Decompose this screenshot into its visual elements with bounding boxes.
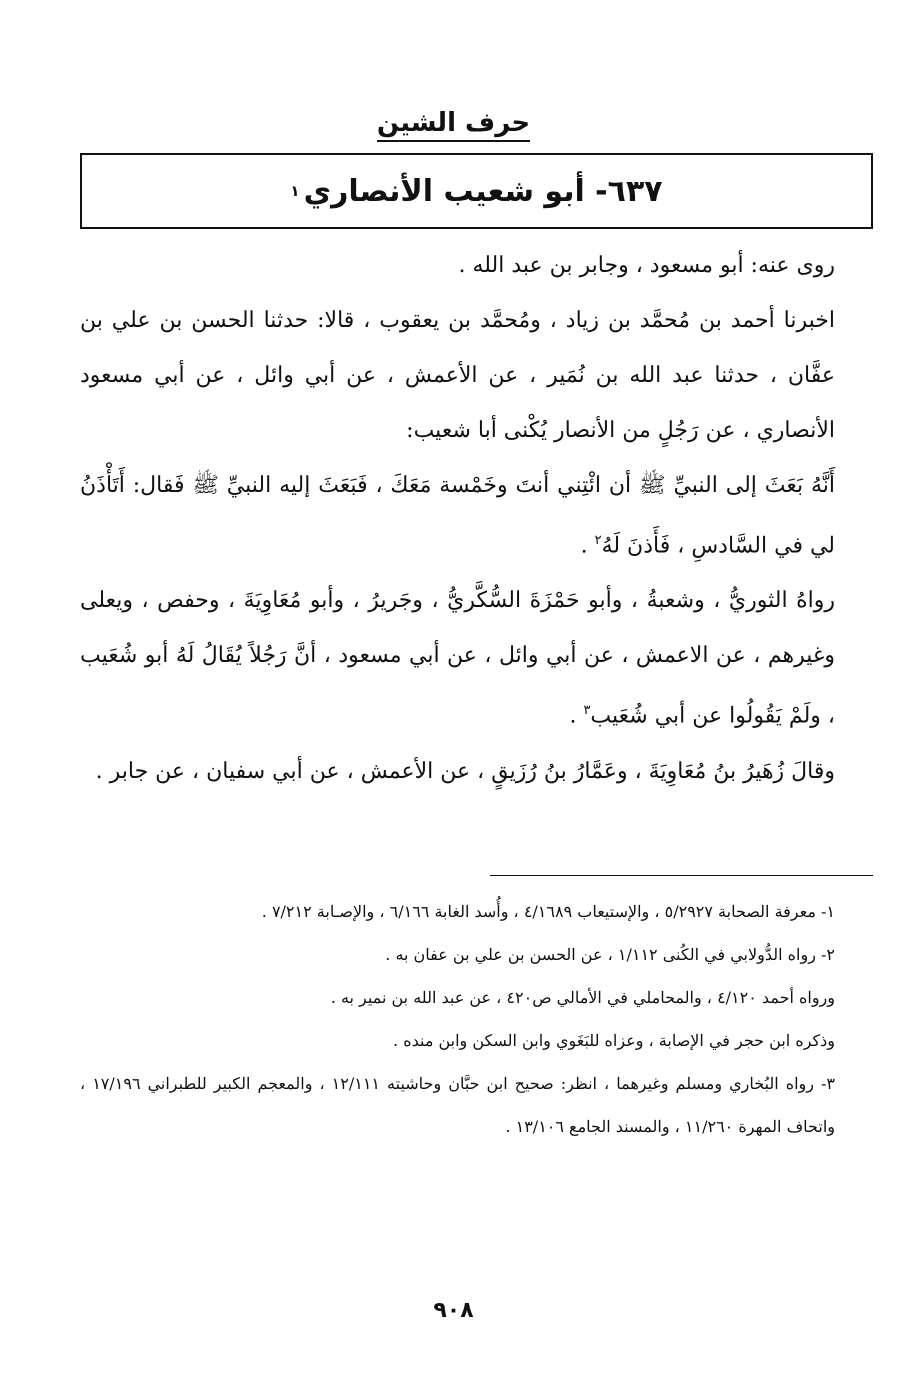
paragraph-riwayat: رواهُ الثوريُّ ، وشعبةُ ، وأبو حَمْزَةَ السُّكَّريُّ ، وجَريرُ ، وأبو مُعَاوِيَةَ ، وحفص ، ويعلى وغيرهم ، عن الاعمش ، عن أبي وائل ، عن أبي مسعود ، أنَّ رَجُلاً يُقَالُ لَهُ أبو شُعَيب ، ولَمْ يَقُولُوا عن أبي شُعَيب$^٣$ . xyxy=(80,588,835,729)
footnote-2-note: وذكره ابن حجر في الإصابة ، وعزاه للبَغَوي وابن السكن وابن منده . xyxy=(393,1031,835,1050)
footnote-3: ٣- رواه البُخاري ومسلم وغيرهما ، انظر: صحيح ابن حبَّان وحاشيته ١٢/١١١ ، والمعجم الكبير للطبراني ١٧/١٩٦ ، واتحاف المهرة ١١/٢٦٠ ، والمسند الجامع ١٣/١٠٦ . xyxy=(80,1074,836,1136)
footnote-1: ١- معرفة الصحابة ٥/٢٩٢٧ ، والإستيعاب ٤/١٦٨٩ ، وأُسد الغابة ٦/١٦٦ ، والإصـابة ٧/٢١٢ . xyxy=(261,902,835,921)
riwayat-text: رواهُ الثوريُّ ، وشعبةُ ، وأبو حَمْزَةَ السُّكَّريُّ ، وجَريرُ ، وأبو مُعَاوِيَةَ ، وحفص ، ويعلى وغيرهم ، عن الاعمش ، عن أبي وائل ، عن أبي مسعود ، أنَّ رَجُلاً يُقَالُ لَهُ أبو شُعَيب ، ولَمْ يَقُولُوا عن أبي شُعَيب xyxy=(80,588,835,729)
paragraph-hadith: أَنَّهُ بَعَثَ إلى النبيِّ ﷺ أن ائْتِني أنتَ وخَمْسة مَعَكَ ، فَبَعَثَ إليه النبيِّ ﷺ فَقال: أَتَأْذَنُ لي في السَّادسِ ، فَأَذنَ لَهُ$^٢$ . xyxy=(80,473,835,559)
paragraph-zuhayr: وقالَ زُهَيرُ بنُ مُعَاوِيَةَ ، وعَمَّارُ بنُ رُزَيقٍ ، عن الأعمش ، عن أبي سفيان ، عن جابر . xyxy=(95,758,835,784)
footnote-2-continued: ورواه أحمد ٤/١٢٠ ، والمحاملي في الأمالي ص٤٢٠ ، عن عبد الله بن نمير به . xyxy=(330,988,835,1007)
hadith-text: أَنَّهُ بَعَثَ إلى النبيِّ ﷺ أن ائْتِني أنتَ وخَمْسة مَعَكَ ، فَبَعَثَ إليه النبيِّ ﷺ فَقال: أَتَأْذَنُ لي في السَّادسِ ، فَأَذنَ لَهُ xyxy=(80,473,835,559)
paragraph-isnad: اخبرنا أحمد بن مُحمَّد بن زياد ، ومُحمَّد بن يعقوب ، قالا: حدثنا الحسن بن علي بن عفَّان ، حدثنا عبد الله بن نُمَير ، عن الأعمش ، عن أبي وائل ، عن أبي مسعود الأنصاري ، عن رَجُلٍ من الأنصار يُكْنى أبا شعيب: xyxy=(80,308,835,443)
footnotes xyxy=(80,890,835,1148)
body-text xyxy=(80,238,835,799)
paragraph-narrators: روى عنه: أبو مسعود ، وجابر بن عبد الله . xyxy=(458,253,835,278)
entry-title-box xyxy=(80,153,873,229)
footnote-ref-2: ٢ xyxy=(594,533,602,548)
entry-footnote-ref: ١ xyxy=(290,182,300,200)
footnote-2: ٢- رواه الدُّولابي في الكُنى ١/١١٢ ، عن الحسن بن علي بن عفان به . xyxy=(385,945,835,964)
footnote-divider xyxy=(490,875,873,876)
section-title: حرف الشين xyxy=(377,108,530,142)
page-number: ٩٠٨ xyxy=(433,1298,474,1323)
entry-title: ٦٣٧- أبو شعيب الأنصاري xyxy=(303,173,663,209)
footnote-ref-3: ٣ xyxy=(583,703,591,719)
section-header xyxy=(0,108,907,138)
